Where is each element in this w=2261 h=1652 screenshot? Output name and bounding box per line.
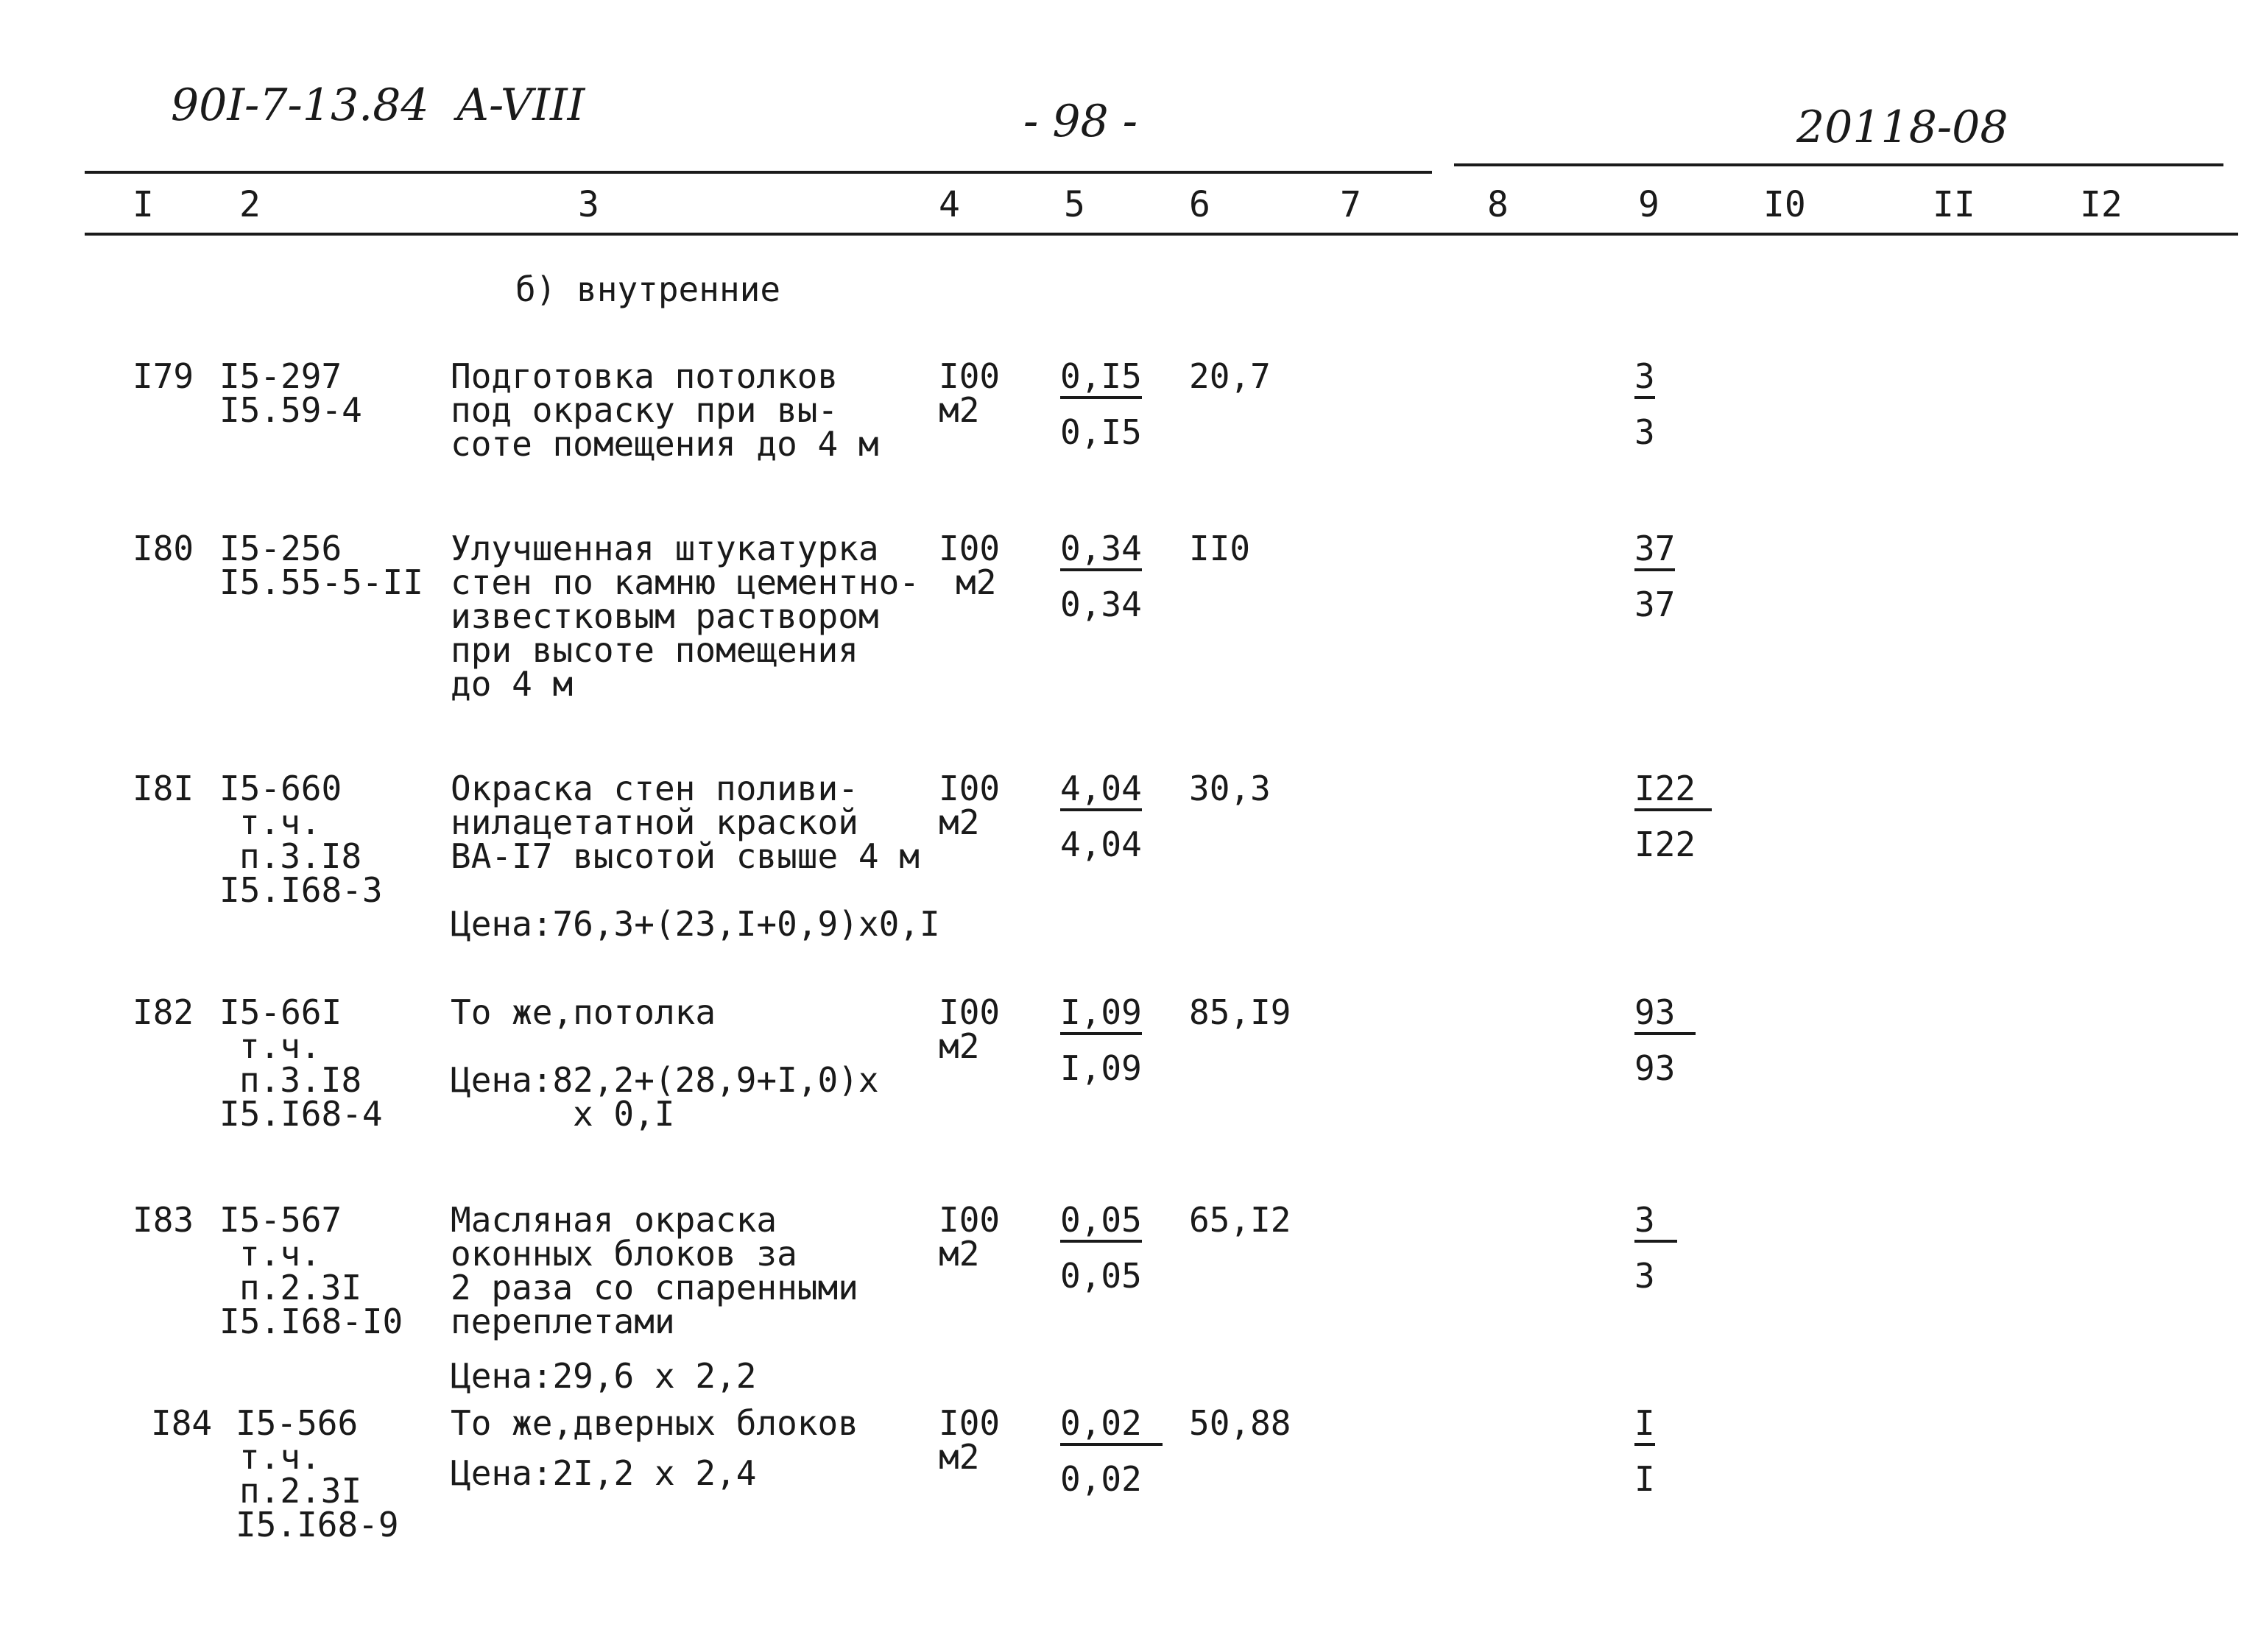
rate-code: т.ч.	[239, 802, 321, 842]
col-num-1: I	[133, 184, 154, 225]
rate-code: I5-566	[236, 1403, 359, 1443]
work-description: соте помещения до 4 м	[451, 424, 879, 464]
work-description: стен по камню цементно-	[451, 562, 920, 602]
quantity-fraction	[1060, 1200, 1142, 1296]
col9-denominator: I22	[1634, 825, 1696, 864]
unit-price: 85,I9	[1189, 992, 1291, 1032]
quantity-denominator: 0,I5	[1060, 412, 1142, 452]
col-num-11: II	[1933, 184, 1975, 225]
col9-fraction	[1634, 1200, 1677, 1296]
unit-price: 65,I2	[1189, 1200, 1291, 1240]
unit: м2	[939, 390, 980, 430]
rate-code: п.2.3I	[239, 1471, 362, 1511]
col9-fraction	[1634, 1403, 1655, 1499]
col9-denominator: I	[1634, 1459, 1655, 1499]
col9-numerator: 93	[1634, 995, 1696, 1035]
col-num-5: 5	[1064, 184, 1085, 225]
col9-numerator: I22	[1634, 772, 1712, 811]
page-number: - 98 -	[1023, 96, 1138, 147]
rate-code: п.3.I8	[239, 836, 362, 876]
col9-numerator: I	[1634, 1406, 1655, 1446]
work-description: Окраска стен поливи-	[451, 769, 858, 808]
document-code: 90I-7-13.84 A-VIII	[171, 80, 585, 131]
col9-fraction	[1634, 769, 1712, 864]
rate-code: I5-297	[219, 356, 342, 396]
work-description: То же,дверных блоков	[451, 1403, 858, 1443]
quantity-numerator: 0,34	[1060, 532, 1142, 571]
price-note: Цена:76,3+(23,I+0,9)х0,I	[451, 904, 940, 944]
rate-code: I5.59-4	[219, 390, 362, 430]
unit: I00	[939, 992, 1001, 1032]
work-description: переплетами	[451, 1302, 675, 1341]
quantity-numerator: 0,02	[1060, 1406, 1163, 1446]
rate-code: I5.I68-4	[219, 1094, 383, 1134]
rate-code: I5-256	[219, 529, 342, 568]
quantity-numerator: 0,05	[1060, 1203, 1142, 1243]
quantity-fraction	[1060, 769, 1142, 864]
unit: м2	[939, 1437, 980, 1477]
column-number-rule	[85, 233, 2238, 236]
work-description: То же,потолка	[451, 992, 716, 1032]
work-description: нилацетатной краской	[451, 802, 858, 842]
rate-code: I5-567	[219, 1200, 342, 1240]
unit: м2	[939, 1234, 980, 1274]
price-note: Цена:2I,2 х 2,4	[451, 1453, 757, 1493]
rate-code: I5-66I	[219, 992, 342, 1032]
col-num-6: 6	[1189, 184, 1210, 225]
col9-denominator: 3	[1634, 1256, 1655, 1296]
price-note-continuation: х 0,I	[573, 1094, 675, 1134]
work-description: 2 раза со спаренными	[451, 1268, 858, 1307]
col-num-3: 3	[578, 184, 599, 225]
col-num-8: 8	[1487, 184, 1509, 225]
quantity-fraction	[1060, 1403, 1163, 1499]
work-description: ВА-I7 высотой свыше 4 м	[451, 836, 920, 876]
quantity-numerator: 4,04	[1060, 772, 1142, 811]
quantity-numerator: 0,I5	[1060, 359, 1142, 399]
rate-code: I5.I68-I0	[219, 1302, 403, 1341]
price-note: Цена:29,6 х 2,2	[451, 1356, 757, 1396]
rate-code: I5-660	[219, 769, 342, 808]
row-number: I79	[133, 356, 194, 396]
col9-fraction	[1634, 529, 1676, 624]
col9-fraction	[1634, 356, 1655, 452]
col9-denominator: 37	[1634, 585, 1676, 624]
unit: м2	[939, 1026, 980, 1066]
top-rule-right	[1454, 163, 2223, 166]
col-num-9: 9	[1638, 184, 1659, 225]
quantity-denominator: I,09	[1060, 1048, 1142, 1088]
unit: I00	[939, 769, 1001, 808]
quantity-fraction	[1060, 356, 1142, 452]
quantity-denominator: 0,34	[1060, 585, 1142, 624]
work-description: Улучшенная штукатурка	[451, 529, 879, 568]
unit: м2	[956, 562, 997, 602]
col-num-2: 2	[239, 184, 261, 225]
col-num-10: I0	[1763, 184, 1806, 225]
quantity-denominator: 4,04	[1060, 825, 1142, 864]
col9-fraction	[1634, 992, 1696, 1088]
rate-code: п.3.I8	[239, 1060, 362, 1100]
rate-code: т.ч.	[239, 1026, 321, 1066]
rate-code: п.2.3I	[239, 1268, 362, 1307]
row-number: I83	[133, 1200, 194, 1240]
row-number: I82	[133, 992, 194, 1032]
unit: I00	[939, 529, 1001, 568]
work-description: Подготовка потолков	[451, 356, 839, 396]
unit-price: 30,3	[1189, 769, 1271, 808]
quantity-denominator: 0,05	[1060, 1256, 1142, 1296]
unit: м2	[939, 802, 980, 842]
unit-price: II0	[1189, 529, 1251, 568]
col-num-4: 4	[939, 184, 960, 225]
archive-number: 20118-08	[1796, 102, 2008, 153]
rate-code: I5.I68-3	[219, 870, 383, 910]
unit: I00	[939, 356, 1001, 396]
work-description: под окраску при вы-	[451, 390, 839, 430]
work-description: Масляная окраска	[451, 1200, 777, 1240]
price-note: Цена:82,2+(28,9+I,0)х	[451, 1060, 879, 1100]
row-number: I80	[133, 529, 194, 568]
rate-code: т.ч.	[239, 1234, 321, 1274]
top-rule-left	[85, 171, 1432, 174]
unit-price: 50,88	[1189, 1403, 1291, 1443]
col9-numerator: 3	[1634, 1203, 1677, 1243]
quantity-denominator: 0,02	[1060, 1459, 1142, 1499]
unit-price: 20,7	[1189, 356, 1271, 396]
unit: I00	[939, 1200, 1001, 1240]
work-description: до 4 м	[451, 664, 574, 704]
quantity-numerator: I,09	[1060, 995, 1142, 1035]
work-description: оконных блоков за	[451, 1234, 797, 1274]
section-title: б) внутренние	[515, 269, 781, 309]
col-num-7: 7	[1340, 184, 1361, 225]
work-description: известковым раствором	[451, 596, 879, 636]
quantity-fraction	[1060, 529, 1142, 624]
row-number: I8I	[133, 769, 194, 808]
col9-denominator: 3	[1634, 412, 1655, 452]
work-description: при высоте помещения	[451, 630, 858, 670]
unit: I00	[939, 1403, 1001, 1443]
col-num-12: I2	[2080, 184, 2123, 225]
rate-code: I5.I68-9	[236, 1505, 399, 1545]
col9-numerator: 3	[1634, 359, 1655, 399]
rate-code: т.ч.	[239, 1437, 321, 1477]
col9-denominator: 93	[1634, 1048, 1676, 1088]
rate-code: I5.55-5-II	[219, 562, 423, 602]
quantity-fraction	[1060, 992, 1142, 1088]
col9-numerator: 37	[1634, 532, 1675, 571]
row-number: I84	[151, 1403, 213, 1443]
